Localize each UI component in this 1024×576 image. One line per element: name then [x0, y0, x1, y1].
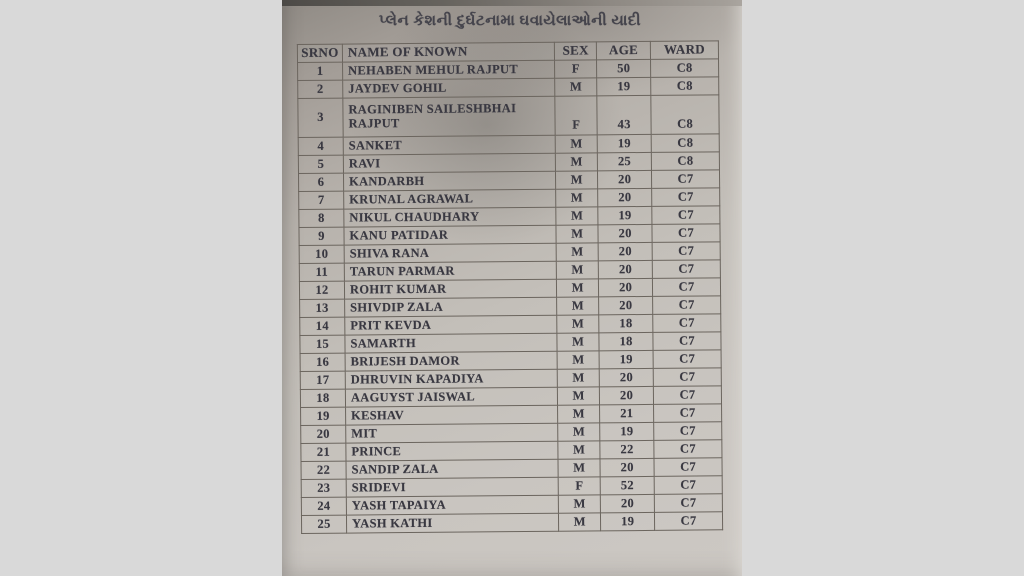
cell-srno: 9: [299, 227, 344, 245]
cell-name: RAGINIBEN SAILESHBHAI RAJPUT: [343, 96, 556, 137]
cell-ward: C8: [651, 152, 719, 171]
cell-name: DHRUVIN KAPADIYA: [345, 369, 557, 389]
cell-sex: M: [558, 405, 600, 423]
cell-age: 20: [598, 188, 652, 206]
cell-ward: C8: [651, 77, 719, 96]
cell-age: 25: [598, 152, 652, 170]
cell-sex: M: [556, 207, 598, 225]
cell-srno: 3: [298, 98, 343, 137]
document-photo: [282, 0, 742, 576]
cell-name: KRUNAL AGRAWAL: [344, 189, 556, 209]
cell-srno: 24: [301, 497, 346, 515]
cell-sex: M: [558, 423, 600, 441]
cell-age: 20: [599, 368, 653, 386]
cell-sex: M: [557, 351, 599, 369]
cell-age: 19: [600, 422, 654, 440]
cell-name: NEHABEN MEHUL RAJPUT: [343, 60, 555, 80]
cell-name: SANKET: [343, 135, 555, 155]
cell-ward: C8: [651, 134, 719, 153]
cell-name: SANDIP ZALA: [346, 459, 558, 479]
cell-ward: C8: [651, 95, 719, 135]
cell-ward: C7: [654, 494, 722, 513]
cell-ward: C7: [652, 278, 720, 297]
photo-top-edge-shadow: [282, 0, 742, 6]
cell-ward: C7: [654, 422, 722, 441]
cell-srno: 19: [301, 407, 346, 425]
cell-age: 20: [598, 224, 652, 242]
cell-age: 20: [600, 458, 654, 476]
column-header-name: NAME OF KNOWN: [342, 42, 554, 62]
cell-sex: F: [555, 60, 597, 78]
cell-name: SAMARTH: [345, 333, 557, 353]
cell-srno: 20: [301, 425, 346, 443]
cell-sex: M: [559, 495, 601, 513]
cell-srno: 11: [299, 263, 344, 281]
cell-name: SRIDEVI: [346, 477, 558, 497]
cell-srno: 8: [299, 209, 344, 227]
column-header-sex: SEX: [555, 42, 597, 60]
cell-age: 19: [601, 512, 655, 530]
table-body: [298, 59, 723, 534]
cell-sex: M: [557, 315, 599, 333]
cell-age: 18: [599, 332, 653, 350]
cell-sex: M: [555, 135, 597, 153]
cell-name: SHIVDIP ZALA: [345, 297, 557, 317]
cell-srno: 12: [299, 281, 344, 299]
cell-age: 19: [599, 350, 653, 368]
cell-age: 50: [597, 59, 651, 77]
cell-srno: 2: [298, 80, 343, 98]
cell-srno: 21: [301, 443, 346, 461]
cell-name: KANDARBH: [343, 171, 555, 191]
cell-ward: C7: [655, 512, 723, 531]
cell-sex: M: [555, 78, 597, 96]
cell-name: JAYDEV GOHIL: [343, 78, 555, 98]
cell-age: 52: [600, 476, 654, 494]
cell-age: 21: [600, 404, 654, 422]
cell-age: 20: [599, 296, 653, 314]
cell-sex: M: [557, 261, 599, 279]
cell-srno: 1: [298, 62, 343, 80]
cell-age: 19: [597, 134, 651, 152]
cell-age: 20: [601, 494, 655, 512]
cell-sex: M: [556, 189, 598, 207]
cell-name: MIT: [346, 423, 558, 443]
cell-ward: C7: [654, 404, 722, 423]
cell-sex: M: [557, 279, 599, 297]
cell-sex: M: [558, 387, 600, 405]
column-header-ward: WARD: [650, 41, 718, 60]
cell-ward: C8: [651, 59, 719, 78]
page-title: પ્લેન કેશની દુર્ઘટનામા ઘવાયેલાઓની યાદી: [378, 13, 642, 29]
cell-age: 22: [600, 440, 654, 458]
cell-name: AAGUYST JAISWAL: [345, 387, 557, 407]
cell-name: BRIJESH DAMOR: [345, 351, 557, 371]
cell-srno: 4: [298, 137, 343, 155]
cell-ward: C7: [652, 188, 720, 207]
cell-name: SHIVA RANA: [344, 243, 556, 263]
cell-sex: M: [557, 297, 599, 315]
cell-ward: C7: [653, 386, 721, 405]
cell-srno: 25: [301, 515, 346, 533]
cell-age: 19: [598, 206, 652, 224]
cell-ward: C7: [653, 332, 721, 351]
cell-sex: M: [556, 171, 598, 189]
cell-srno: 17: [300, 371, 345, 389]
cell-name: TARUN PARMAR: [344, 261, 556, 281]
cell-ward: C7: [652, 242, 720, 261]
cell-srno: 10: [299, 245, 344, 263]
cell-sex: F: [555, 96, 597, 135]
cell-age: 20: [600, 386, 654, 404]
cell-ward: C7: [652, 260, 720, 279]
cell-srno: 23: [301, 479, 346, 497]
cell-age: 20: [599, 278, 653, 296]
cell-ward: C7: [652, 224, 720, 243]
cell-sex: M: [556, 153, 598, 171]
cell-ward: C7: [653, 296, 721, 315]
cell-name: YASH TAPAIYA: [346, 495, 558, 515]
cell-sex: M: [558, 441, 600, 459]
cell-age: 20: [598, 242, 652, 260]
cell-sex: M: [558, 459, 600, 477]
cell-srno: 14: [300, 317, 345, 335]
cell-srno: 22: [301, 461, 346, 479]
table-row: [301, 512, 722, 534]
cell-name: NIKUL CHAUDHARY: [344, 207, 556, 227]
cell-age: 18: [599, 314, 653, 332]
cell-srno: 18: [300, 389, 345, 407]
cell-sex: M: [559, 513, 601, 531]
cell-sex: M: [556, 243, 598, 261]
cell-srno: 16: [300, 353, 345, 371]
cell-sex: M: [556, 225, 598, 243]
cell-age: 43: [597, 95, 651, 134]
cell-age: 20: [598, 260, 652, 278]
cell-sex: F: [558, 477, 600, 495]
cell-srno: 5: [298, 155, 343, 173]
cell-ward: C7: [652, 170, 720, 189]
cell-sex: M: [557, 369, 599, 387]
table-row: [298, 95, 719, 138]
cell-sex: M: [557, 333, 599, 351]
cell-name: PRIT KEVDA: [345, 315, 557, 335]
cell-name: PRINCE: [346, 441, 558, 461]
cell-ward: C7: [654, 458, 722, 477]
column-header-age: AGE: [597, 41, 651, 59]
cell-ward: C7: [652, 206, 720, 225]
cell-ward: C7: [653, 368, 721, 387]
cell-ward: C7: [654, 476, 722, 495]
cell-srno: 6: [298, 173, 343, 191]
cell-ward: C7: [653, 350, 721, 369]
cell-name: YASH KATHI: [346, 513, 558, 533]
cell-name: KANU PATIDAR: [344, 225, 556, 245]
injured-list-table: [297, 40, 723, 534]
cell-age: 19: [597, 77, 651, 95]
cell-name: ROHIT KUMAR: [344, 279, 556, 299]
cell-srno: 13: [300, 299, 345, 317]
cell-ward: C7: [654, 440, 722, 459]
column-header-srno: SRNO: [297, 44, 342, 62]
cell-name: RAVI: [343, 153, 555, 173]
cell-srno: 15: [300, 335, 345, 353]
cell-age: 20: [598, 170, 652, 188]
cell-ward: C7: [653, 314, 721, 333]
cell-srno: 7: [299, 191, 344, 209]
cell-name: KESHAV: [346, 405, 558, 425]
